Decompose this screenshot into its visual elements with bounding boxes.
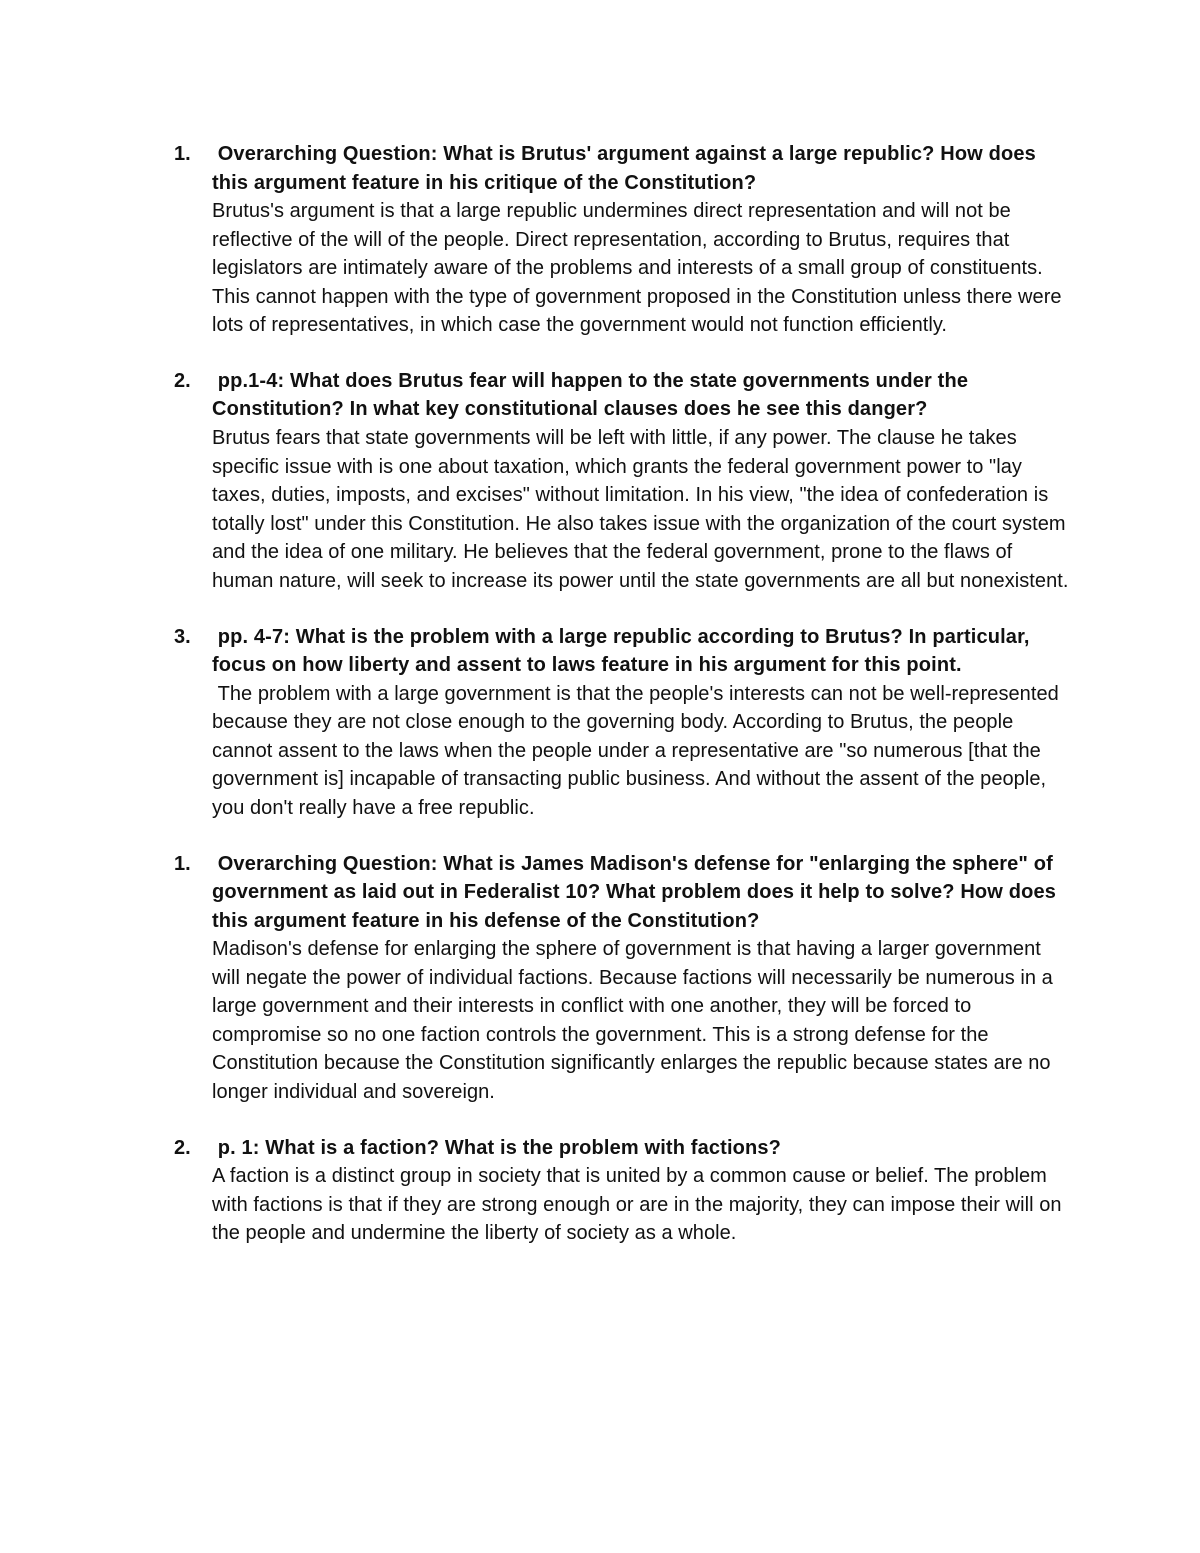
item-question: pp. 4-7: What is the problem with a large republic according to Brutus? In particular, focus on how liberty and assent to laws feature in his argument for this point. [212, 625, 1036, 677]
item-answer: Madison's defense for enlarging the sphere of government is that having a larger government will negate the power of individual factions. Because factions will necessarily be numerous in a large government and their interests in conflict with one another, they will be forced to compromise so no one faction controls the government. This is a strong defense for the Constitution because the Constitution significantly enlarges the republic because states are no longer individual and sovereign. [212, 938, 1059, 1103]
item-question: Overarching Question: What is Brutus' argument against a large republic? How does this argument feature in his critique of the Constitution? [212, 143, 1042, 194]
question-list [174, 140, 1072, 1275]
item-answer: Brutus fears that state governments will be left with little, if any power. The clause he takes specific issue with is one about taxation, which grants the federal government power to "lay taxes, duties, imposts, and excises" without limitation. In his view, "the idea of confederation is totally lost" under this Constitution. He also takes issue with the organization of the court system and the idea of one military. He believes that the federal government, prone to the flaws of human nature, will seek to increase its power until the state governments are all but nonexistent. [212, 426, 1072, 592]
list-item [174, 850, 1072, 1107]
item-answer: A faction is a distinct group in society that is united by a common cause or belief. The problem with factions is that if they are strong enough or are in the majority, they can impose their will on the people and undermine the liberty of society as a whole. [212, 1165, 1068, 1245]
item-number: 1. [174, 852, 191, 875]
list-item [174, 140, 1072, 340]
item-question: p. 1: What is a faction? What is the problem with factions? [212, 1136, 782, 1159]
item-answer: The problem with a large government is that the people's interests can not be well-represented because they are not close enough to the governing body. According to Brutus, the people cannot assent to the laws when the people under a representative are "so numerous [that the government is] incapable of transacting public business. And without the assent of the people, you don't really have a free republic. [212, 682, 1065, 819]
item-question: pp.1-4: What does Brutus fear will happen to the state governments under the Constitution? In what key constitutional clauses does he see this danger? [212, 369, 974, 421]
item-number: 3. [174, 625, 191, 648]
item-question: Overarching Question: What is James Madison's defense for "enlarging the sphere" of government as laid out in Federalist 10? What problem does it help to solve? How does this argument feature in his defense of the Constitution? [212, 852, 1062, 932]
list-item [174, 367, 1072, 596]
list-item [174, 1134, 1072, 1248]
item-number: 2. [174, 1136, 191, 1159]
item-number: 2. [174, 369, 191, 392]
item-number: 1. [174, 143, 191, 165]
list-item [174, 623, 1072, 823]
item-answer: Brutus's argument is that a large republic undermines direct representation and will not be reflective of the will of the people. Direct representation, according to Brutus, requires that legislators are intimately aware of the problems and interests of a small group of constituents. This cannot happen with the type of government proposed in the Constitution unless there were lots of representatives, in which case the government would not function efficiently. [212, 200, 1068, 337]
